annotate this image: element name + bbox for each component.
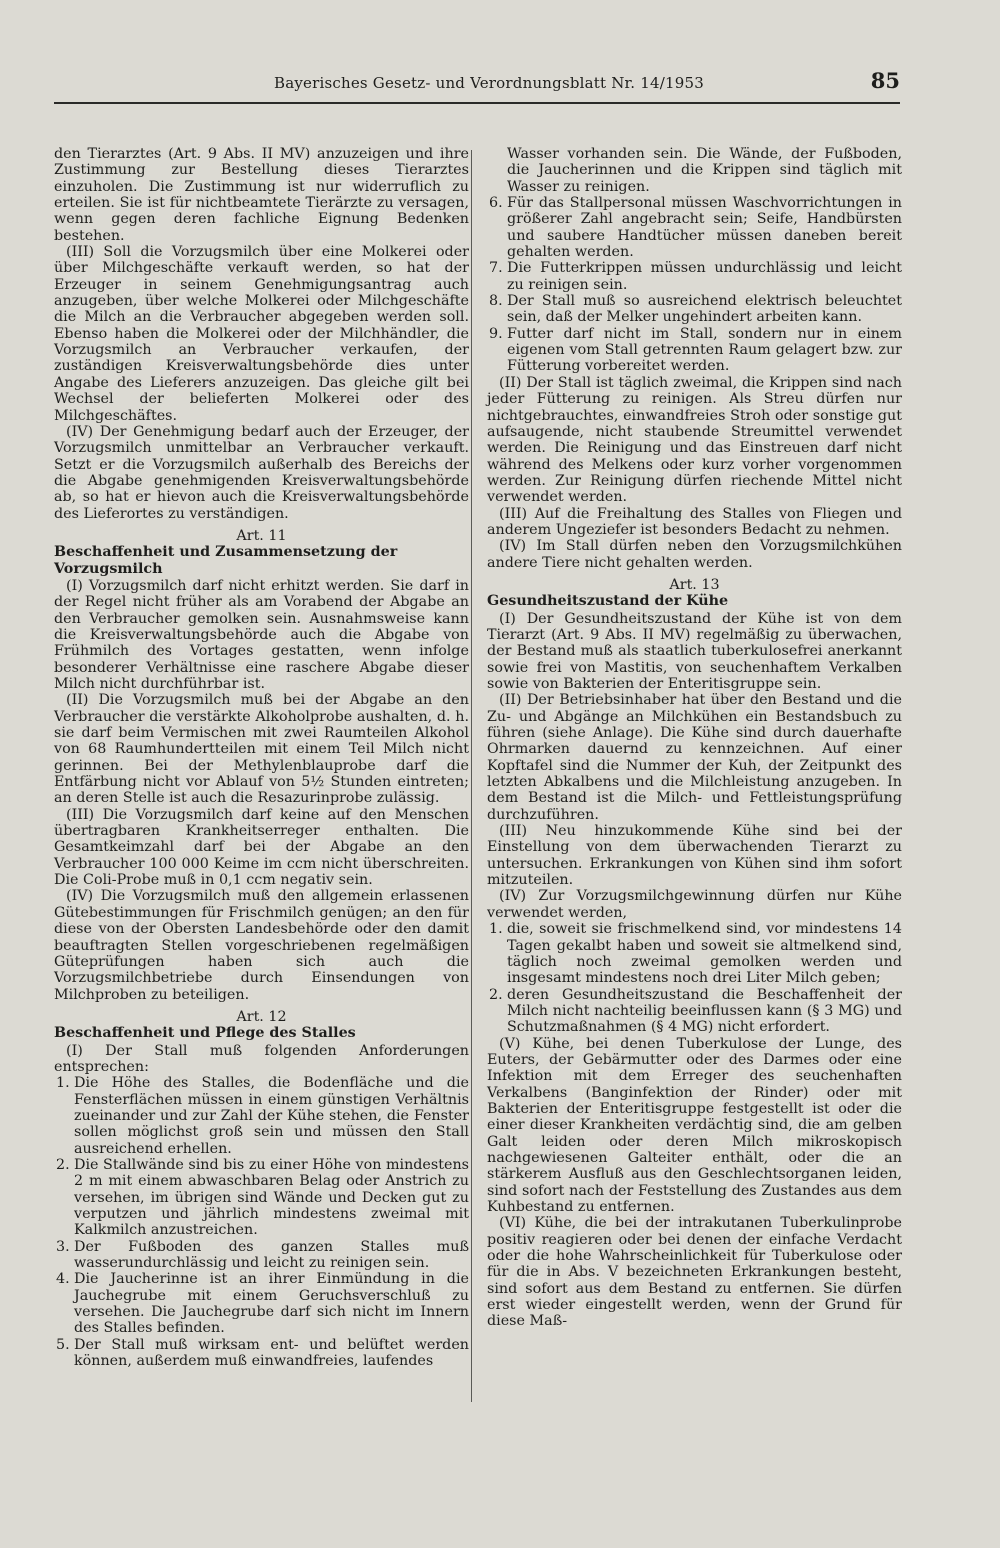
list-number: 4. xyxy=(56,1271,70,1288)
list-number: 5. xyxy=(56,1336,70,1353)
list-text: Der Stall muß so ausreichend elektrisch beleuchtet sein, daß der Melker ungehindert arbeiten kann. xyxy=(507,293,902,326)
article-title: Beschaffenheit und Zusammensetzung der Vorzugsmilch xyxy=(54,544,398,577)
paragraph: (I) Der Stall muß folgenden Anforderungen entsprechen: xyxy=(54,1042,469,1075)
paragraph: (I) Vorzugsmilch darf nicht erhitzt werden. Sie darf in der Regel nicht früher als am Vorabend der Abgabe an den Verbraucher gemolken sein. Ausnahmsweise kann die Kreisverwaltungsbehörde auch die Abgabe von Frühmilch des Vortages gestatten, wenn infolge besonderer Verhältnisse eine raschere Abgabe dieser Milch nicht durchführbar ist. xyxy=(54,577,469,692)
paragraph: (IV) Zur Vorzugsmilchgewinnung dürfen nur Kühe verwendet werden, xyxy=(487,888,902,921)
paragraph: (IV) Der Genehmigung bedarf auch der Erzeuger, der Vorzugsmilch unmittelbar an Verbraucher verkauft. Setzt er die Vorzugsmilch außerhalb des Bereichs der die Abgabe genehmigenden Kreisverwaltungsbehörde ab, so hat er hievon auch die Kreisverwaltungsbehörde des Lieferortes zu verständigen. xyxy=(54,423,469,522)
list-number: 8. xyxy=(489,293,503,310)
paragraph: (II) Die Vorzugsmilch muß bei der Abgabe an den Verbraucher die verstärkte Alkoholprobe aushalten, d. h. sie darf beim Vermischen mit zwei Raumteilen Alkohol von 68 Raumhundertteilen mit einem Teil Milch nicht gerinnen. Bei der Methylenblauprobe darf die Entfärbung nicht vor Ablauf von 5½ Stunden eintreten; an deren Stelle ist auch die Resazurinprobe zulässig. xyxy=(54,692,469,807)
list-item xyxy=(487,921,902,986)
paragraph: (III) Neu hinzukommende Kühe sind bei der Einstellung von dem überwachenden Tierarzt zu untersuchen. Erkrankungen von Kühen sind ihm sofort mitzuteilen. xyxy=(487,823,902,889)
article-number: Art. 13 xyxy=(669,576,720,593)
list-text: Für das Stallpersonal müssen Waschvorrichtungen in größerer Zahl angebracht sein; Seife, Handbürsten und saubere Handtücher müssen daneben bereit gehalten werden. xyxy=(507,195,902,261)
list-text: Die Jaucherinne ist an ihrer Einmündung in die Jauchegrube mit einem Geruchsverschluß zu versehen. Die Jauchegrube darf sich nicht im Innern des Stalles befinden. xyxy=(74,1271,469,1337)
paragraph: (VI) Kühe, die bei der intrakutanen Tuberkulinprobe positiv reagieren oder bei denen der einfache Verdacht oder die hohe Wahrscheinlichkeit für Tuberkulose oder für die in Abs. V bezeichneten Erkrankungen besteht, sind sofort aus dem Bestand zu entfernen. Sie dürfen erst wieder eingestellt werden, wenn der Grund für diese Maß- xyxy=(487,1215,902,1330)
journal-title: Bayerisches Gesetz- und Verordnungsblatt Nr. 14/1953 xyxy=(274,74,704,92)
list-number: 1. xyxy=(56,1075,70,1092)
paragraph: (II) Der Stall ist täglich zweimal, die Krippen sind nach jeder Fütterung zu reinigen. Als Streu dürfen nur nichtgebrauchtes, einwandfreies Stroh oder sonstige gut aufsaugende, nicht staubende Streumittel verwendet werden. Die Reinigung und das Einstreuen darf nicht während des Melkens oder kurz vorher vorgenommen werden. Zur Reinigung dürfen riechende Mittel nicht verwendet werden. xyxy=(487,374,902,506)
list-number: 2. xyxy=(489,986,503,1003)
list-text: Der Fußboden des ganzen Stalles muß wasserundurchlässig und leicht zu reinigen sein. xyxy=(74,1238,469,1272)
paragraph: (IV) Die Vorzugsmilch muß den allgemein erlassenen Gütebestimmungen für Frischmilch genügen; an den für diese von der Obersten Landesbehörde oder den damit beauftragten Stellen vorgeschriebenen regelmäßigen Güteprüfungen haben sich auch die Vorzugsmilchbetriebe durch Einsendungen von Milchproben zu beteiligen. xyxy=(54,888,469,1003)
list-number: 7. xyxy=(489,260,503,277)
list-number: 6. xyxy=(489,195,503,212)
list-item xyxy=(54,1075,469,1157)
list-number: 2. xyxy=(56,1156,70,1173)
article-title: Gesundheitszustand der Kühe xyxy=(487,593,729,610)
list-item xyxy=(487,260,902,293)
list-item xyxy=(54,1337,469,1370)
paragraph: (I) Der Gesundheitszustand der Kühe ist von dem Tierarzt (Art. 9 Abs. II MV) regelmäßig zu überwachen, der Bestand muß als staatlich tuberkulosefrei anerkannt sowie frei von Mastitis, von seuchenhaftem Verkalben sowie von Bakterien der Enteritisgruppe sein. xyxy=(487,610,902,692)
list-text: Die Futterkrippen müssen undurchlässig und leicht zu reinigen sein. xyxy=(507,260,902,293)
list-item xyxy=(487,987,902,1036)
paragraph: Wasser vorhanden sein. Die Wände, der Fußboden, die Jaucherinnen und die Krippen sind täglich mit Wasser zu reinigen. xyxy=(507,146,902,195)
list-number: 9. xyxy=(489,325,503,342)
list-item xyxy=(54,1239,469,1272)
list-item xyxy=(487,195,902,260)
page-number: 85 xyxy=(870,68,900,93)
list-text: Die Höhe des Stalles, die Bodenfläche und die Fensterflächen müssen in einem günstigen Verhältnis zueinander und zur Zahl der Kühe stehen, die Fenster sollen möglichst groß sein und müssen den Stall ausreichend erhellen. xyxy=(74,1075,469,1157)
page-header xyxy=(54,68,900,104)
requirements-list xyxy=(487,195,902,375)
left-column xyxy=(54,146,469,1369)
paragraph: (II) Der Betriebsinhaber hat über den Bestand und die Zu- und Abgänge an Milchkühen ein Bestandsbuch zu führen (siehe Anlage). Die Kühe sind durch dauerhafte Ohrmarken dauernd zu kennzeichnen. Auf einer Kopftafel sind die Nummer der Kuh, der Zeitpunkt des letzten Abkalbens und die Milchleistung anzugeben. In dem Bestand ist die Milch- und Fettleistungsprüfung durchzuführen. xyxy=(487,692,902,823)
list-item xyxy=(54,1271,469,1336)
article-number: Art. 11 xyxy=(236,527,287,544)
list-text: Die Stallwände sind bis zu einer Höhe von mindestens 2 m mit einem abwaschbaren Belag oder Anstrich zu versehen, im übrigen sind Wände und Decken gut zu verputzen und jährlich mindestens zweimal mit Kalkmilch anzustreichen. xyxy=(74,1156,469,1239)
list-text: die, soweit sie frischmelkend sind, vor mindestens 14 Tagen gekalbt haben und soweit sie altmelkend sind, täglich noch zweimal gemolken werden und insgesamt mindestens noch drei Liter Milch geben; xyxy=(507,921,902,987)
list-item xyxy=(54,1157,469,1239)
paragraph: (V) Kühe, bei denen Tuberkulose der Lunge, des Euters, der Gebärmutter oder des Darmes oder eine Infektion mit dem Erreger des seuchenhaften Verkalbens (Banginfektion der Rinder) oder mit Bakterien der Enteritisgruppe festgestellt ist oder die einer dieser Krankheiten verdächtig sind, die am gelben Galt leiden oder deren Milch mikroskopisch nachgewiesenen Galteiter enthält, oder die an stärkerem Ausfluß aus den Geschlechtsorganen leiden, sind sofort nach der Feststellung des Zustandes aus dem Kuhbestand zu entfernen. xyxy=(487,1035,902,1215)
list-text: Futter darf nicht im Stall, sondern nur in einem eigenen vom Stall getrennten Raum gelagert bzw. zur Fütterung vorbereitet werden. xyxy=(507,325,902,375)
paragraph: (III) Die Vorzugsmilch darf keine auf den Menschen übertragbaren Krankheitserreger enthalten. Die Gesamtkeimzahl darf bei der Abgabe an den Verbraucher 100 000 Keime im ccm nicht überschreiten. Die Coli-Probe muß in 0,1 ccm negativ sein. xyxy=(54,806,469,889)
column-divider xyxy=(471,150,472,1402)
article-number: Art. 12 xyxy=(236,1008,287,1025)
article-title: Beschaffenheit und Pflege des Stalles xyxy=(54,1025,356,1042)
paragraph: (IV) Im Stall dürfen neben den Vorzugsmilchkühen andere Tiere nicht gehalten werden. xyxy=(487,538,902,571)
list-item xyxy=(487,293,902,326)
right-column xyxy=(487,146,902,1330)
paragraph: (III) Auf die Freihaltung des Stalles von Fliegen und anderem Ungeziefer ist besonders Bedacht zu nehmen. xyxy=(487,505,902,538)
list-item xyxy=(487,326,902,375)
requirements-list xyxy=(54,1075,469,1369)
paragraph: den Tierarztes (Art. 9 Abs. II MV) anzuzeigen und ihre Zustimmung zur Bestellung dieses Tierarztes einzuholen. Die Zustimmung ist nur widerruflich zu erteilen. Sie ist für nichtbeamtete Tierärzte zu versagen, wenn gegen deren fachliche Eignung Bedenken bestehen. xyxy=(54,146,469,244)
paragraph: (III) Soll die Vorzugsmilch über eine Molkerei oder über Milchgeschäfte verkauft werden, so hat der Erzeuger in seinem Genehmigungsantrag auch anzugeben, über welche Molkerei oder Milchgeschäfte die Milch an die Verbraucher abgegeben werden soll. Ebenso haben die Molkerei oder der Milchhändler, die Vorzugsmilch an Verbraucher verkaufen, der zuständigen Kreisverwaltungsbehörde dies unter Angabe des Lieferers anzuzeigen. Das gleiche gilt bei Wechsel der belieferten Molkerei oder des Milchgeschäftes. xyxy=(54,244,469,424)
list-text: Der Stall muß wirksam ent- und belüftet werden können, außerdem muß einwandfreies, laufendes xyxy=(74,1336,469,1370)
list-text: deren Gesundheitszustand die Beschaffenheit der Milch nicht nachteilig beeinflussen kann (§ 3 MG) und Schutzmaßnahmen (§ 4 MG) nicht erfordert. xyxy=(507,986,902,1036)
list-number: 3. xyxy=(56,1238,70,1255)
list-number: 1. xyxy=(489,921,503,938)
conditions-list xyxy=(487,921,902,1035)
